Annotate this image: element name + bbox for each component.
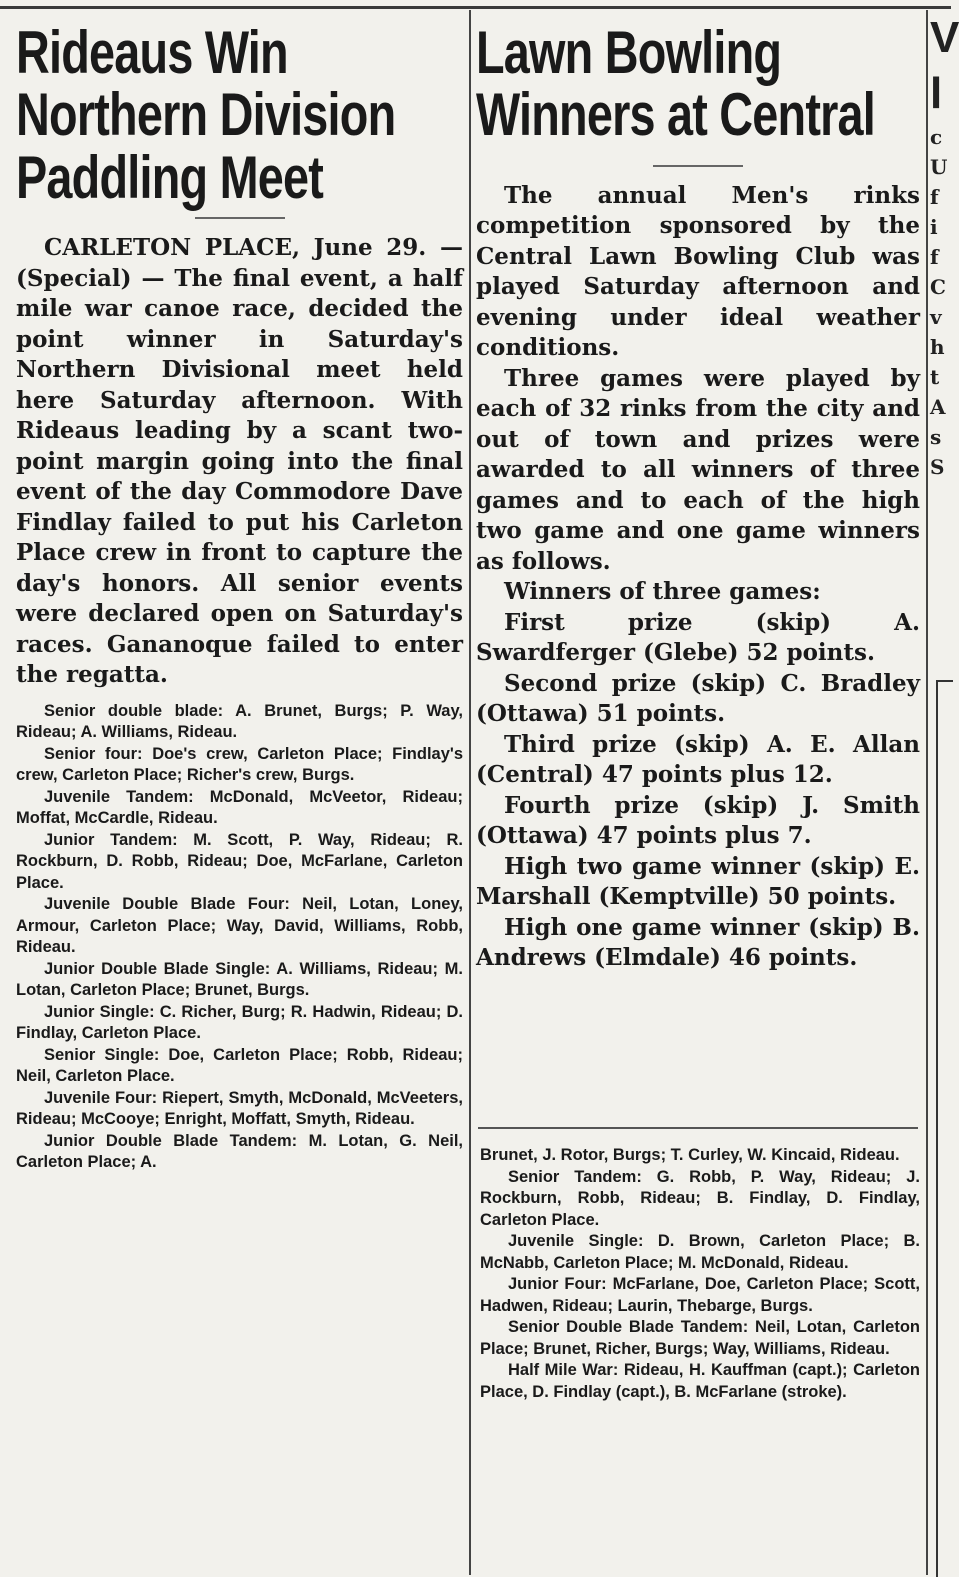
edge-glyph: t	[930, 365, 940, 389]
result-item: Brunet, J. Rotor, Burgs; T. Curley, W. Kincaid, Rideau.	[480, 1146, 900, 1164]
edge-glyph: A	[930, 395, 946, 419]
headline-line: Lawn Bowling	[476, 19, 782, 86]
result-item: Juvenile Single: D. Brown, Carleton Place; B. McNabb, Carleton Place; M. McDonald, Rideau.	[480, 1232, 920, 1272]
edge-glyph: s	[930, 425, 942, 449]
continued-results	[480, 1145, 920, 1573]
edge-glyph: f	[930, 185, 939, 209]
paragraph: Third prize (skip) A. E. Allan (Central) 47 points plus 12.	[476, 730, 920, 789]
column-rule	[469, 10, 471, 1575]
paragraph: Second prize (skip) C. Bradley (Ottawa) 51 points.	[476, 669, 920, 728]
adjacent-column-fragment	[930, 10, 959, 1575]
right-article	[476, 19, 920, 1122]
paragraph: Winners of three games:	[504, 578, 821, 606]
paragraph: The annual Men's rinks competition sponsored by the Central Lawn Bowling Club was played Saturday afternoon and evening under ideal weather conditions.	[476, 181, 920, 362]
result-item: Juvenile Double Blade Four: Neil, Lotan, Loney, Armour, Carleton Place; Way, David, Williams, Robb, Rideau.	[16, 895, 463, 957]
headline-lawn-bowling	[476, 19, 926, 149]
lead-paragraph: CARLETON PLACE, June 29. — (Special) — The final event, a half mile war canoe race, decided the point winner in Saturday's Northern Divisional meet held here Saturday afternoon. With Rideaus leading by a scant two-point margin going into the final event of the day Commodore Dave Findlay failed to put his Carleton Place crew in front to capture the day's honors. All senior events were declared open on Saturday's races. Gananoque failed to enter the regatta.	[16, 234, 463, 689]
headline-line: Rideaus Win	[16, 19, 288, 86]
edge-glyph: h	[930, 335, 945, 359]
result-item: Juvenile Four: Riepert, Smyth, McDonald, McVeeters, Rideau; McCooye; Enright, Moffatt, Smyth, Rideau.	[16, 1088, 463, 1129]
top-rule	[0, 6, 951, 9]
headline-line: Northern Division	[16, 81, 396, 149]
result-item: Junior Tandem: M. Scott, P. Way, Rideau; R. Rockburn, D. Robb, Rideau; Doe, McFarlane, Carleton Place.	[16, 830, 463, 892]
headline-separator	[195, 217, 285, 219]
result-item: Junior Double Blade Single: A. Williams, Rideau; M. Lotan, Carleton Place; Brunet, Burgs.	[16, 959, 463, 1000]
results-list	[16, 701, 463, 1174]
paragraph: High two game winner (skip) E. Marshall (Kemptville) 50 points.	[476, 852, 920, 911]
edge-glyph: V	[930, 13, 959, 62]
edge-box-border	[936, 680, 953, 1577]
result-item: Senior Double Blade Tandem: Neil, Lotan, Carleton Place; Brunet, Richer, Burgs; Way, Williams, Rideau.	[480, 1318, 920, 1358]
paragraph: First prize (skip) A. Swardferger (Glebe) 52 points.	[476, 608, 920, 667]
edge-glyph: c	[930, 125, 943, 149]
paragraph: High one game winner (skip) B. Andrews (Elmdale) 46 points.	[476, 913, 920, 972]
result-item: Junior Four: McFarlane, Doe, Carleton Place; Scott, Hadwen, Rideau; Laurin, Thebarge, Burgs.	[480, 1275, 920, 1315]
edge-glyph: f	[930, 245, 939, 269]
paragraph: Fourth prize (skip) J. Smith (Ottawa) 47 points plus 7.	[476, 791, 920, 850]
result-item: Half Mile War: Rideau, H. Kauffman (capt.); Carleton Place, D. Findlay (capt.), B. McFarlane (stroke).	[480, 1361, 920, 1401]
result-item: Senior Single: Doe, Carleton Place; Robb, Rideau; Neil, Carleton Place.	[16, 1045, 463, 1086]
edge-glyph: C	[930, 275, 946, 299]
column-rule	[926, 10, 928, 1575]
paragraph: Three games were played by each of 32 rinks from the city and out of town and prizes were awarded to all winners of three games and to each of the high two game and one game winners as follows.	[476, 364, 920, 575]
section-rule	[478, 1127, 918, 1129]
edge-glyph: S	[930, 455, 945, 479]
result-item: Senior double blade: A. Brunet, Burgs; P. Way, Rideau; A. Williams, Rideau.	[16, 701, 463, 742]
headline-line: Winners at Central	[476, 81, 876, 149]
edge-glyph: i	[930, 215, 938, 239]
result-item: Junior Single: C. Richer, Burg; R. Hadwin, Rideau; D. Findlay, Carleton Place.	[16, 1002, 463, 1043]
headline-rideaus	[16, 19, 462, 211]
left-article	[16, 19, 463, 1572]
edge-glyph: v	[930, 305, 942, 329]
result-item: Senior Tandem: G. Robb, P. Way, Rideau; J. Rockburn, Robb, Rideau; B. Findlay, D. Findlay, Carleton Place.	[480, 1167, 920, 1229]
edge-glyph: l	[930, 69, 943, 118]
headline-separator	[653, 165, 743, 167]
edge-glyph: U	[930, 155, 948, 179]
headline-line: Paddling Meet	[16, 143, 324, 211]
result-item: Senior four: Doe's crew, Carleton Place; Findlay's crew, Carleton Place; Richer's crew, Burgs.	[16, 744, 463, 785]
result-item: Juvenile Tandem: McDonald, McVeetor, Rideau; Moffat, McCardle, Rideau.	[16, 787, 463, 828]
result-item: Junior Double Blade Tandem: M. Lotan, G. Neil, Carleton Place; A.	[16, 1131, 463, 1172]
